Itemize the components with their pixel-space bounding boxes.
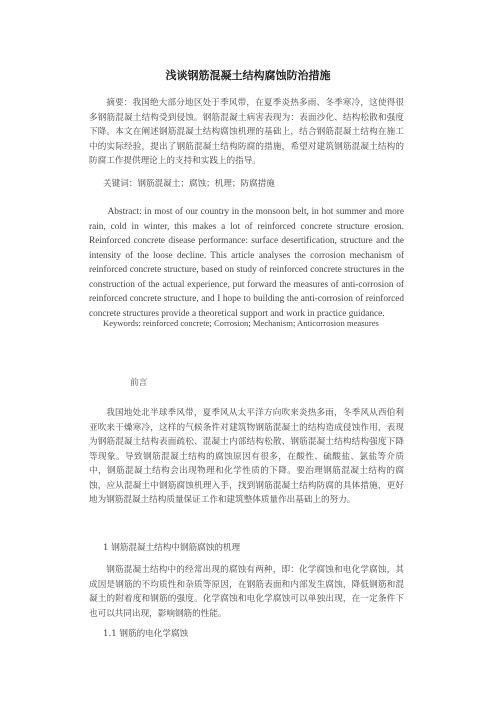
document-title: 浅谈钢筋混凝土结构腐蚀防治措施: [165, 69, 331, 82]
section-1-body: 钢筋混凝土结构中的经常出现的腐蚀有两种，即：化学腐蚀和电化学腐蚀，其成因是钢筋的不均质性和杂质等原因，在钢筋表面和内部发生腐蚀，降低钢筋和混凝土的附着度和钢筋的强度。化学腐蚀和电化学腐蚀可以单独出现，在一定条件下也可以共同出现，影响钢筋的性能。: [89, 565, 404, 619]
abstract-chinese: 摘要：我国绝大部分地区处于季风带，在夏季炎热多雨、冬季寒冷，这使得很多钢筋混凝土结构受到侵蚀。钢筋混凝土病害表现为：表面沙化、结构松散和强度下降。本文在阐述钢筋混凝土结构腐蚀机理的基础上，结合钢筋混凝土结构在施工中的实际经验，提出了钢筋混凝土结构防腐的措施，希望对建筑钢筋混凝土结构的防腐工作提供理论上的支持和实践上的指导。: [89, 98, 404, 166]
section-1-heading: 1 钢筋混凝土结构中钢筋腐蚀的机理: [103, 543, 241, 553]
section-1-1-heading: 1.1 钢筋的电化学腐蚀: [103, 629, 189, 639]
abstract-english: Abstract: in most of our country in the monsoon belt, in hot summer and more rain, cold in winter, this makes a lot of reinforced concrete structure erosion. Reinforced concrete disease performance: surface desertification, structure and the intensity of the loose decline. This article analyses the corrosion mechanism of reinforced concrete structure, based on study of reinforced concrete structures in the construction of the actual experience, put forward the measures of anti-corrosion of reinforced concrete structure, and I hope to building the anti-corrosion of reinforced concrete structures provide a theoretical support and work in practice guidance.: [89, 207, 404, 319]
preface-heading: 前言: [130, 378, 148, 388]
keywords-chinese: 关键词：钢筋混凝土；腐蚀；机理；防腐措施: [103, 179, 275, 189]
keywords-english: Keywords: reinforced concrete; Corrosion; Mechanism; Anticorrosion measures: [103, 318, 379, 328]
preface-body: 我国地处北半球季风带，夏季风从太平洋方向吹来炎热多雨，冬季风从西伯利亚吹来干燥寒冷，这样的气候条件对建筑物钢筋混凝土的结构造成侵蚀作用，表现为钢筋混凝土结构表面疏松、混凝土内部结构松散、钢筋混凝土结构结构强度下降等现象。导致钢筋混凝土结构的腐蚀原因有很多，在酸性、硫酸盐、氯盐等介质中，钢筋混凝土结构会出现物理和化学性质的下降。要治理钢筋混凝土结构的腐蚀，应从混凝土中钢筋腐蚀机理入手，找到钢筋混凝土结构防腐的具体措施，更好地为钢筋混凝土结构质量保证工作和建筑整体质量作出基础上的努力。: [89, 408, 404, 505]
